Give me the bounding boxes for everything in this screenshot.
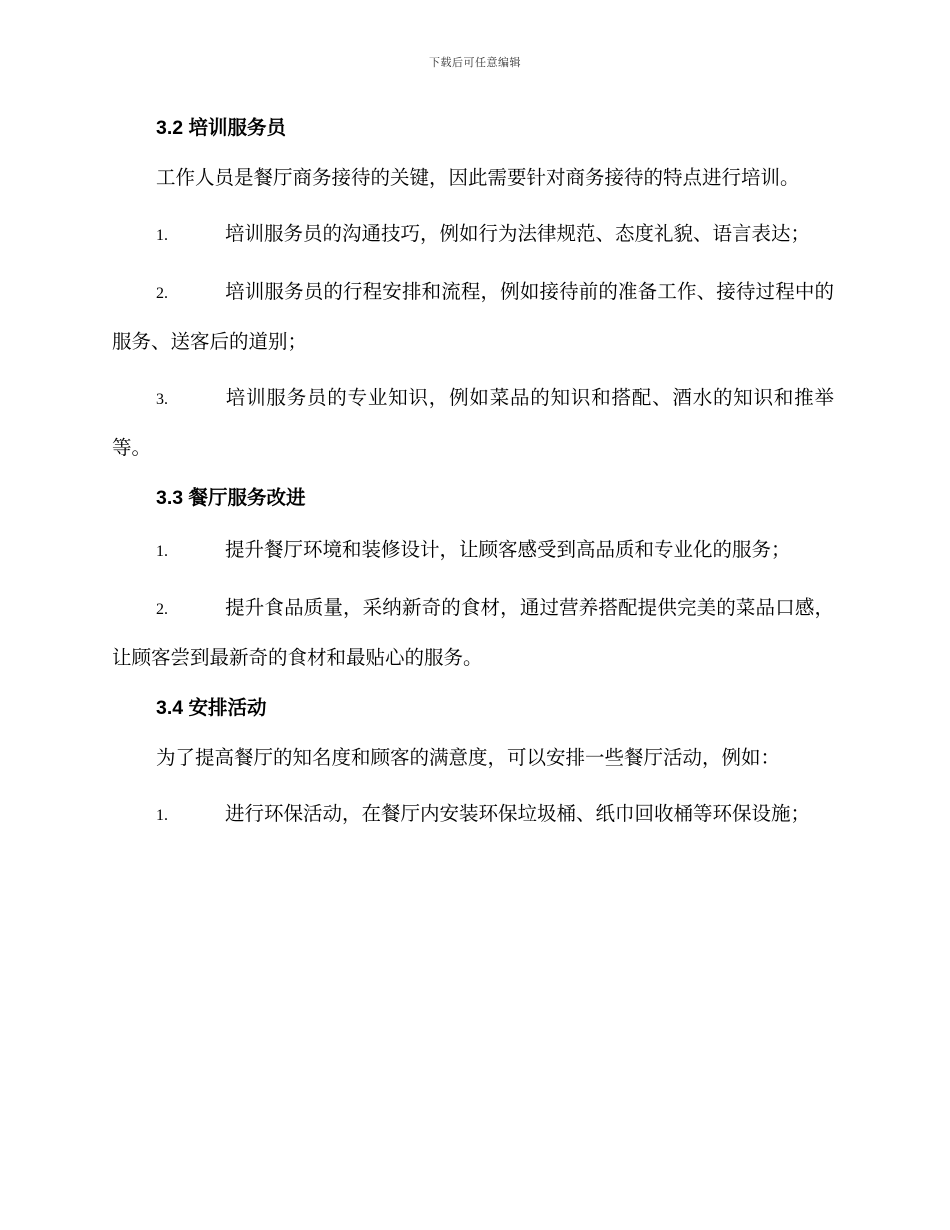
section-heading: 3.2 培训服务员: [156, 117, 287, 139]
section-3-4: [112, 688, 834, 840]
list-item-text: 培训服务员的专业知识，例如菜品的知识和搭配、酒水的知识和推举等。: [112, 386, 834, 459]
list-item-text: 培训服务员的沟通技巧，例如行为法律规范、态度礼貌、语言表达；: [225, 222, 811, 245]
list-item-text: 提升餐厅环境和装修设计，让顾客感受到高品质和专业化的服务；: [225, 538, 791, 561]
list-item-number: 1.: [156, 543, 168, 560]
section-heading: 3.4 安排活动: [156, 697, 267, 719]
list-item: [112, 268, 834, 366]
section-intro: 工作人员是餐厅商务接待的关键，因此需要针对商务接待的特点进行培训。: [156, 166, 800, 189]
list-item: [112, 790, 834, 840]
section-3-3: [112, 478, 834, 682]
list-item-number: 1.: [156, 227, 168, 244]
list-item: [112, 210, 834, 260]
section-heading: 3.3 餐厅服务改进: [156, 487, 306, 509]
list-item-text: 进行环保活动，在餐厅内安装环保垃圾桶、纸巾回收桶等环保设施；: [225, 802, 811, 825]
list-item-text: 培训服务员的行程安排和流程，例如接待前的准备工作、接待过程中的服务、送客后的道别；: [112, 280, 834, 353]
page-header: 下载后可任意编辑: [429, 56, 521, 69]
list-item-number: 2.: [156, 285, 168, 302]
list-item-text: 提升食品质量，采纳新奇的食材，通过营养搭配提供完美的菜品口感，让顾客尝到最新奇的食材和最贴心的服务。: [112, 596, 834, 669]
list-item-number: 3.: [156, 391, 168, 408]
list-item: [112, 526, 834, 576]
list-item-number: 1.: [156, 807, 168, 824]
section-intro: 为了提高餐厅的知名度和顾客的满意度，可以安排一些餐厅活动，例如：: [156, 746, 781, 769]
list-item: [112, 374, 834, 472]
document-body: [112, 108, 834, 840]
list-item: [112, 584, 834, 682]
list-item-number: 2.: [156, 601, 168, 618]
section-3-2: [112, 108, 834, 472]
